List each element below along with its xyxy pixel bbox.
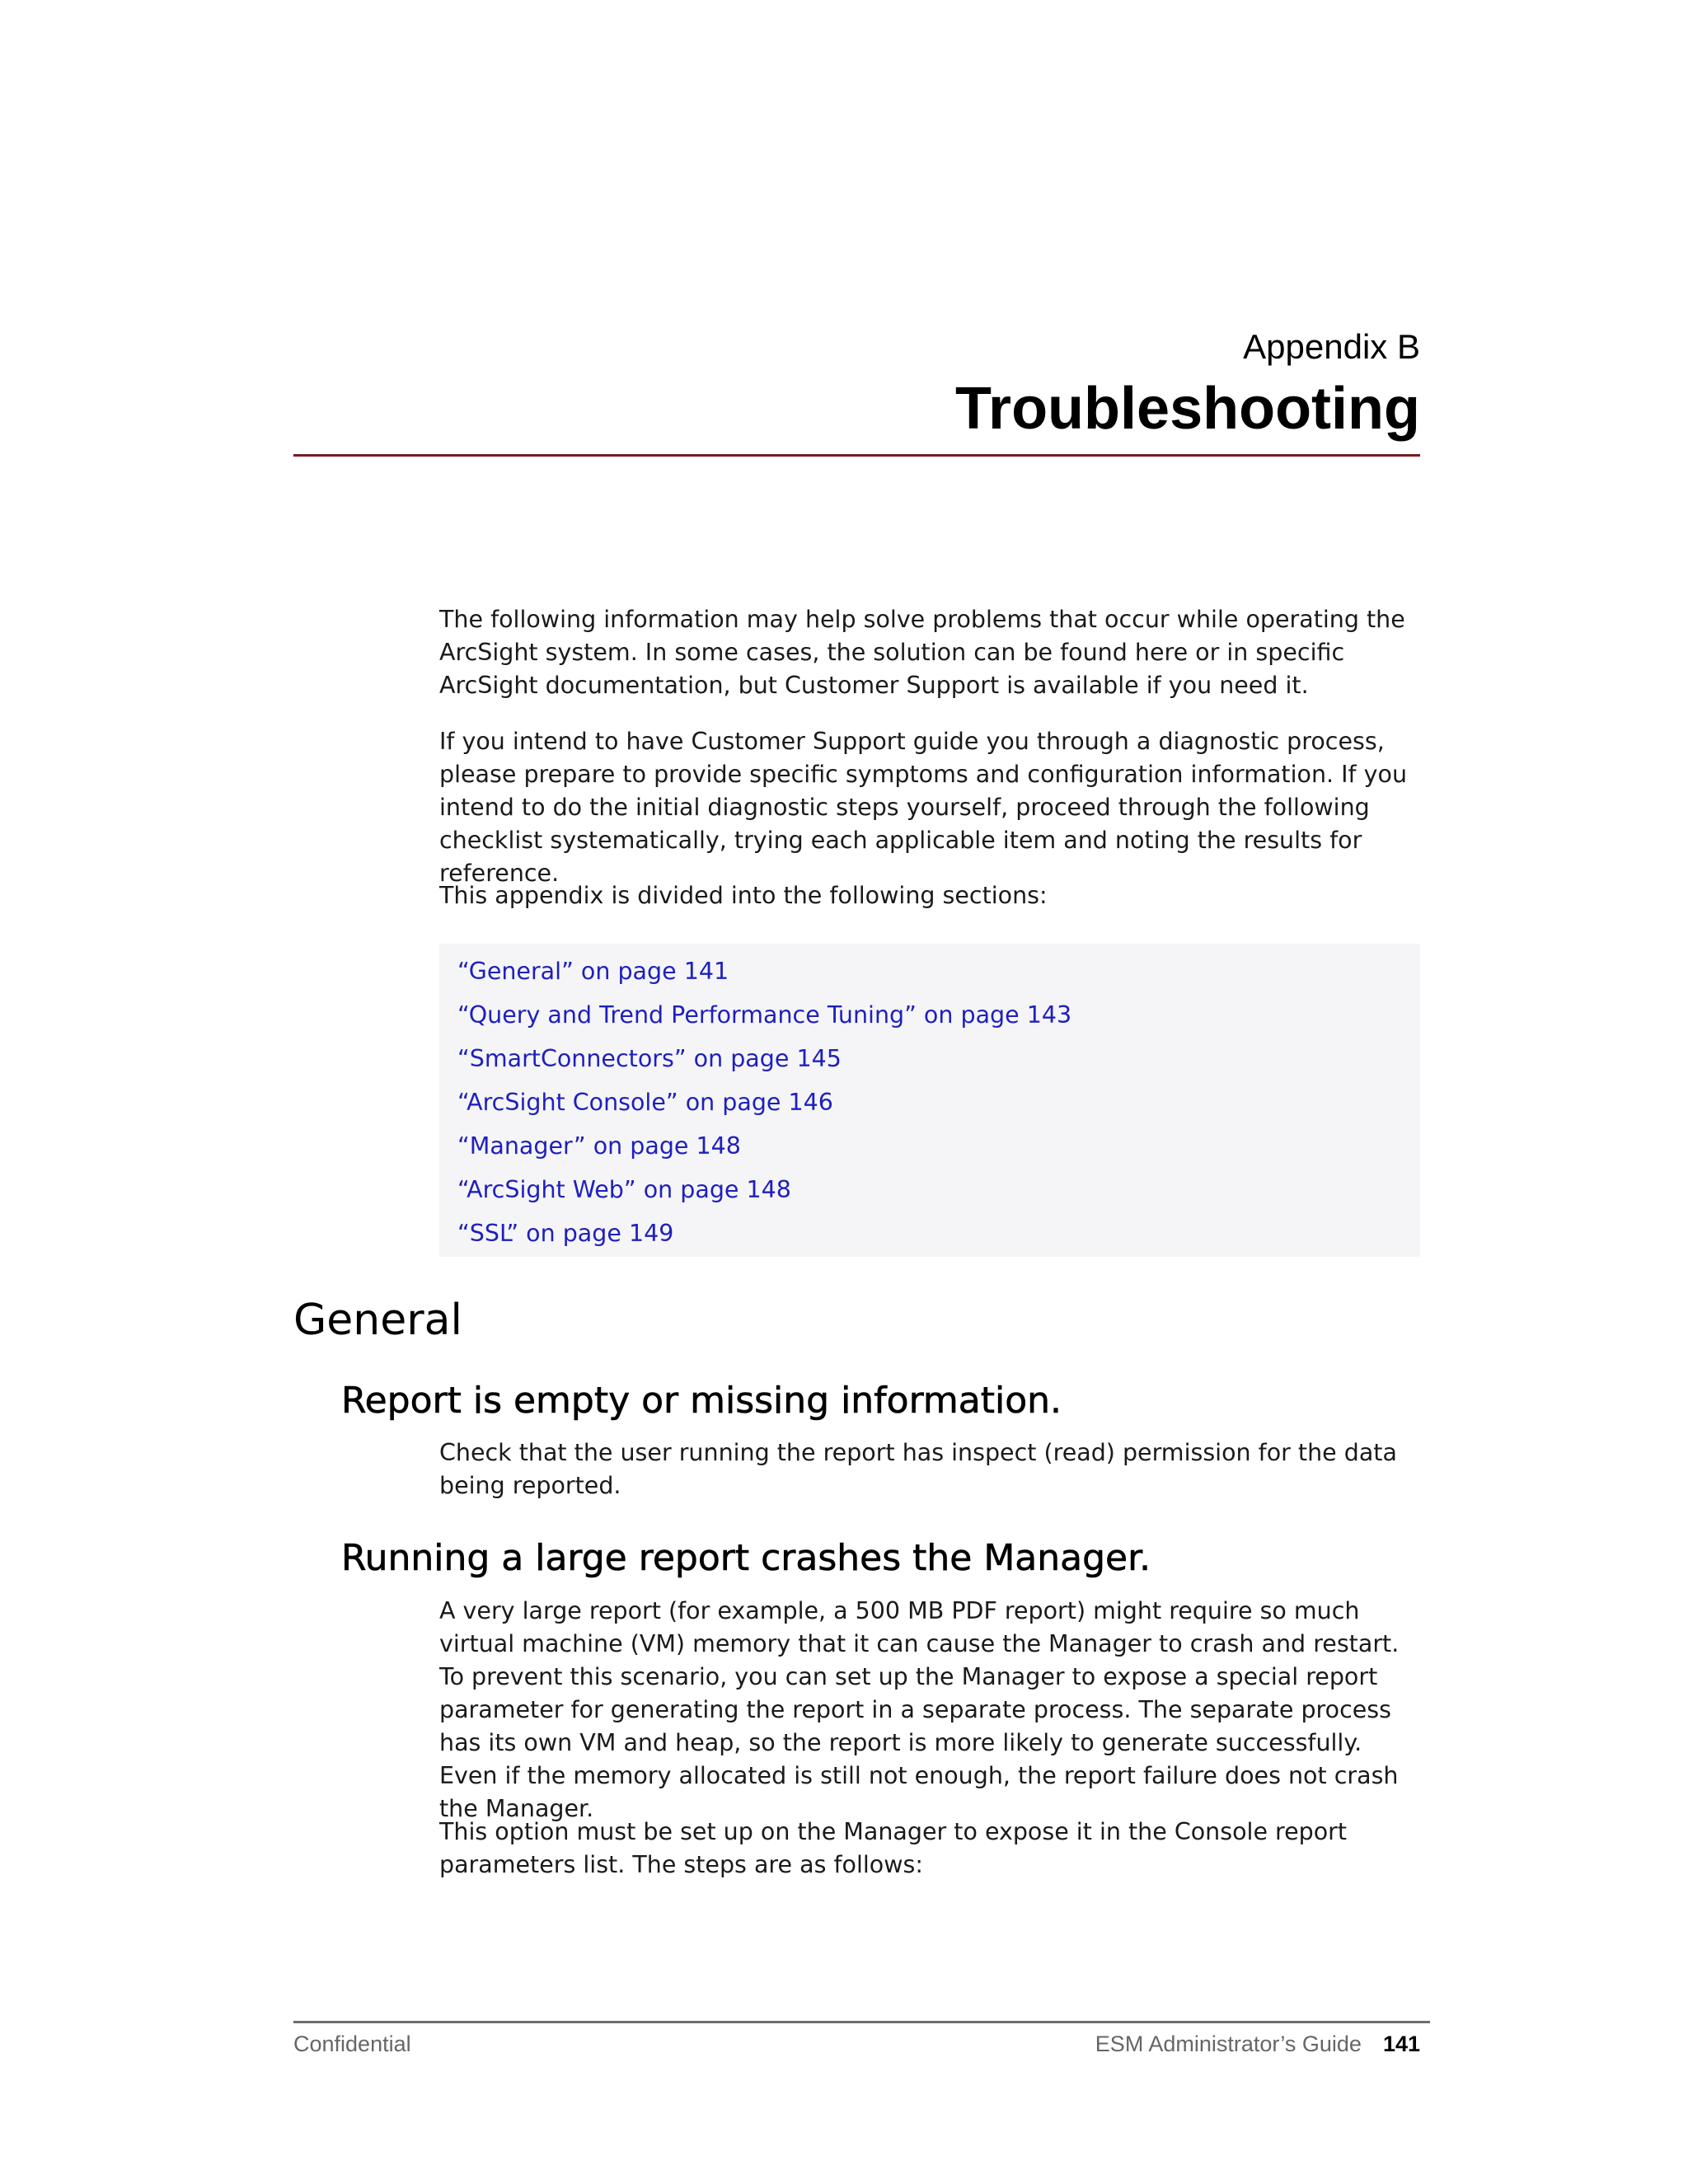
footer-right xyxy=(1095,2027,1420,2060)
topic-report-empty-paragraph: Check that the user running the report has inspect (read) permission for the data being reported. xyxy=(439,1439,1397,1499)
footer-rule xyxy=(293,2021,1430,2023)
intro-paragraph-3: This appendix is divided into the following sections: xyxy=(439,882,1048,909)
list-item xyxy=(457,997,1420,1041)
list-item xyxy=(457,954,1420,997)
link-query-trend-tuning[interactable]: “Query and Trend Performance Tuning” on page 143 xyxy=(457,1001,1072,1029)
intro-paragraph-1: The following information may help solve problems that occur while operating the ArcSight system. In some cases, the solution can be found here or in specific ArcSight documentation, but Customer Support is available if you need it. xyxy=(439,606,1405,699)
link-ssl[interactable]: “SSL” on page 149 xyxy=(457,1220,674,1247)
link-arcsight-web[interactable]: “ArcSight Web” on page 148 xyxy=(457,1176,791,1203)
link-arcsight-console[interactable]: “ArcSight Console” on page 146 xyxy=(457,1089,833,1116)
footer-guide-title: ESM Administrator’s Guide xyxy=(1095,2032,1362,2056)
page-number: 141 xyxy=(1382,2032,1420,2056)
section-heading-general: General xyxy=(293,1296,462,1345)
footer-confidential: Confidential xyxy=(293,2032,411,2056)
section-links-box xyxy=(439,944,1420,1257)
topic-large-report-paragraph-1: A very large report (for example, a 500 MB PDF report) might require so much virtual machine (VM) memory that it can cause the Manager to crash and restart. To prevent this scenario, you can set up the Manager to expose a special report parameter for generating the report in a separate process. The separate process has its own VM and heap, so the report is more likely to generate successfully. Even if the memory allocated is still not enough, the report failure does not crash the Manager. xyxy=(439,1597,1400,1822)
topic-heading-large-report-crash: Running a large report crashes the Manager. xyxy=(341,1537,1151,1579)
list-item xyxy=(457,1128,1420,1172)
topic-heading-report-empty: Report is empty or missing information. xyxy=(341,1380,1062,1422)
link-general[interactable]: “General” on page 141 xyxy=(457,958,729,985)
appendix-label: Appendix B xyxy=(1243,327,1420,366)
list-item xyxy=(457,1216,1420,1259)
chapter-title-rule xyxy=(293,454,1420,457)
link-manager[interactable]: “Manager” on page 148 xyxy=(457,1132,741,1160)
link-smartconnectors[interactable]: “SmartConnectors” on page 145 xyxy=(457,1045,842,1072)
section-links-list xyxy=(457,954,1420,1259)
list-item xyxy=(457,1172,1420,1216)
list-item xyxy=(457,1085,1420,1128)
chapter-title: Troubleshooting xyxy=(955,376,1420,442)
topic-large-report-paragraph-2: This option must be set up on the Manager to expose it in the Console report parameters list. The steps are as follows: xyxy=(439,1818,1348,1878)
intro-paragraph-2: If you intend to have Customer Support guide you through a diagnostic process, please prepare to provide specific symptoms and configuration information. If you intend to do the initial diagnostic steps yourself, proceed through the following checklist systematically, trying each applicable item and noting the results for reference. xyxy=(439,728,1408,887)
chapter-header xyxy=(293,327,1420,442)
list-item xyxy=(457,1041,1420,1085)
